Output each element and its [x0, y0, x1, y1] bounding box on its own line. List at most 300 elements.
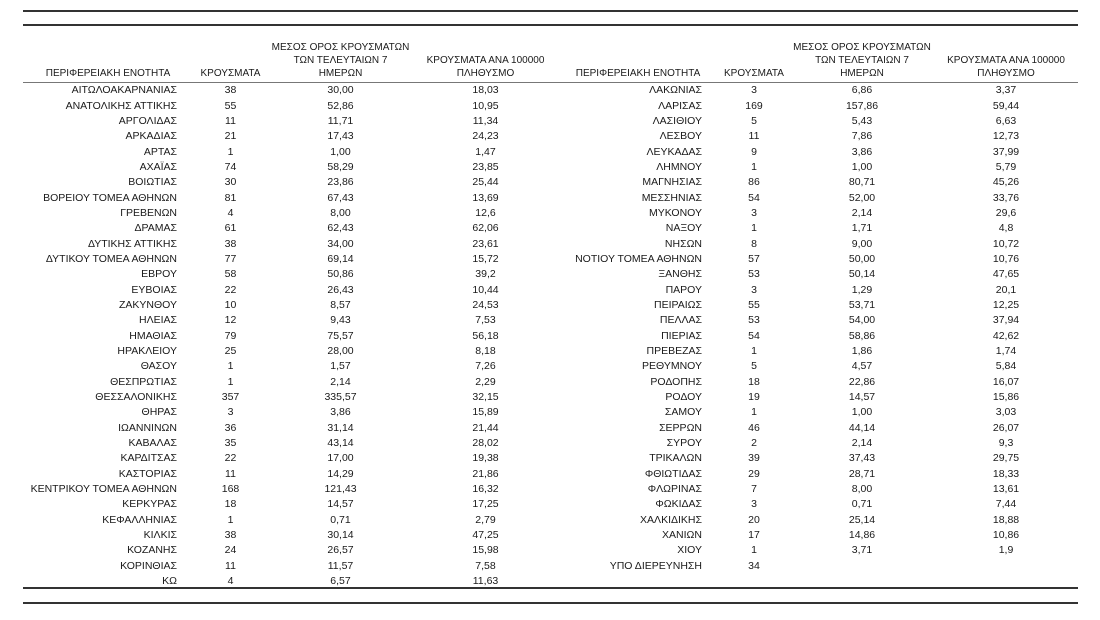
cell-regional-unit: ΗΡΑΚΛΕΙΟΥ — [117, 345, 177, 358]
cell-cases-per-100k: 5,79 — [995, 160, 1017, 173]
cell-cases: 1 — [751, 222, 757, 235]
cell-7day-average: 23,86 — [327, 176, 354, 189]
cell-7day-average: 14,57 — [848, 391, 876, 404]
cell-7day-average: 37,43 — [848, 452, 876, 465]
header-cases: ΚΡΟΥΣΜΑΤΑ — [200, 68, 261, 79]
cell-cases-per-100k: 16,32 — [472, 483, 499, 496]
header-cases: ΚΡΟΥΣΜΑΤΑ — [724, 68, 784, 79]
cell-cases: 12 — [224, 314, 237, 327]
cell-7day-average: 1,86 — [851, 345, 873, 358]
cell-cases-per-100k: 10,76 — [992, 252, 1020, 265]
cell-cases: 18 — [224, 498, 237, 511]
cell-7day-average: 0,71 — [851, 498, 873, 511]
cell-cases-per-100k: 10,95 — [472, 99, 499, 112]
cell-regional-unit: ΑΙΤΩΛΟΑΚΑΡΝΑΝΙΑΣ — [23, 83, 193, 99]
header-regional-unit: ΠΕΡΙΦΕΡΕΙΑΚΗ ΕΝΟΤΗΤΑ — [45, 68, 171, 79]
cell-cases: 1 — [751, 406, 757, 419]
table-row — [23, 236, 558, 251]
table-row — [558, 313, 1078, 328]
cell-cases: 11 — [225, 467, 236, 480]
table-row — [23, 467, 558, 482]
cell-cases-per-100k: 42,62 — [992, 329, 1020, 342]
cell-regional-unit: ΝΟΤΙΟΥ ΤΟΜΕΑ ΑΘΗΝΩΝ — [575, 252, 702, 265]
cell-7day-average: 43,14 — [327, 437, 354, 450]
cell-7day-average: 11,71 — [327, 114, 354, 127]
cell-regional-unit: ΛΕΥΚΑΔΑΣ — [646, 145, 702, 158]
table-row — [23, 221, 558, 236]
table-row — [23, 344, 558, 359]
header-7day-average: ΜΕΣΟΣ ΟΡΟΣ ΚΡΟΥΣΜΑΤΩΝ ΤΩΝ ΤΕΛΕΥΤΑΙΩΝ 7 ΗΜΕΡΩΝ — [271, 42, 410, 79]
cell-7day-average: 62,43 — [327, 222, 354, 235]
cell-regional-unit: ΡΕΘΥΜΝΟΥ — [641, 360, 702, 373]
table-row — [23, 482, 558, 497]
cell-regional-unit: ΚΑΡΔΙΤΣΑΣ — [120, 452, 177, 465]
cell-7day-average: 335,57 — [324, 391, 357, 404]
header-regional-unit: ΠΕΡΙΦΕΡΕΙΑΚΗ ΕΝΟΤΗΤΑ — [575, 68, 701, 79]
cell-7day-average: 0,71 — [330, 513, 351, 526]
cell-cases-per-100k: 37,99 — [992, 145, 1020, 158]
cell-cases: 81 — [224, 191, 237, 204]
table-row — [23, 329, 558, 344]
cell-regional-unit: ΠΙΕΡΙΑΣ — [661, 329, 702, 342]
cell-7day-average: 2,14 — [851, 206, 873, 219]
cell-cases-per-100k: 13,61 — [992, 483, 1020, 496]
cell-cases-per-100k: 21,44 — [472, 421, 499, 434]
cell-cases: 11 — [225, 114, 236, 127]
cell-cases-per-100k: 12,25 — [992, 298, 1020, 311]
cell-cases: 38 — [224, 237, 237, 250]
cell-cases-per-100k: 12,73 — [992, 130, 1020, 143]
cell-cases: 1 — [227, 360, 234, 373]
table-row — [23, 190, 558, 205]
cell-7day-average: 157,86 — [845, 99, 879, 112]
cell-cases: 36 — [224, 421, 237, 434]
cell-cases-per-100k: 26,07 — [992, 421, 1020, 434]
cell-cases-per-100k: 15,89 — [472, 406, 499, 419]
cell-cases: 22 — [224, 452, 237, 465]
table-row — [558, 375, 1078, 390]
cell-regional-unit: ΠΕΙΡΑΙΩΣ — [654, 298, 702, 311]
table-row — [558, 482, 1078, 497]
cell-regional-unit: ΗΜΑΘΙΑΣ — [129, 329, 177, 342]
cell-cases: 1 — [227, 375, 234, 388]
cell-7day-average: 50,86 — [327, 268, 354, 281]
cell-regional-unit: ΦΘΙΩΤΙΔΑΣ — [644, 467, 702, 480]
cell-regional-unit: ΛΑΣΙΘΙΟΥ — [652, 114, 702, 127]
cell-cases: 5 — [751, 360, 757, 373]
cell-cases: 357 — [221, 391, 240, 404]
cell-cases-per-100k: 9,3 — [998, 437, 1014, 450]
cell-cases-per-100k — [934, 559, 1078, 574]
table-header-row — [23, 40, 558, 83]
table-row — [558, 436, 1078, 451]
cell-regional-unit: ΚΕΦΑΛΛΗΝΙΑΣ — [102, 513, 177, 526]
cell-cases: 35 — [224, 437, 237, 450]
cell-cases-per-100k: 59,44 — [992, 99, 1020, 112]
cell-regional-unit: ΜΕΣΣΗΝΙΑΣ — [641, 191, 702, 204]
cell-regional-unit: ΘΗΡΑΣ — [141, 406, 177, 419]
cell-cases-per-100k: 56,18 — [472, 329, 499, 342]
cases-table-right — [558, 40, 1078, 574]
cell-7day-average: 26,43 — [327, 283, 354, 296]
cell-7day-average: 50,14 — [848, 268, 876, 281]
cell-7day-average: 34,00 — [327, 237, 354, 250]
cell-cases-per-100k: 23,85 — [472, 160, 499, 173]
table-row — [23, 298, 558, 313]
table-row — [23, 267, 558, 282]
cell-regional-unit: ΔΥΤΙΚΗΣ ΑΤΤΙΚΗΣ — [87, 237, 177, 250]
cell-cases: 8 — [751, 237, 757, 250]
cell-cases-per-100k: 6,63 — [995, 114, 1017, 127]
header-cases-per-100k: ΚΡΟΥΣΜΑΤΑ ΑΝΑ 100000 ΠΛΗΘΥΣΜΟ — [426, 55, 545, 79]
cell-regional-unit: ΕΒΡΟΥ — [141, 268, 177, 281]
cell-cases: 55 — [748, 298, 760, 311]
cell-7day-average: 67,43 — [327, 191, 354, 204]
table-row — [23, 436, 558, 451]
cell-regional-unit: ΓΡΕΒΕΝΩΝ — [120, 206, 177, 219]
cell-cases-per-100k: 21,86 — [472, 467, 499, 480]
table-row — [558, 467, 1078, 482]
cell-regional-unit: ΥΠΟ ΔΙΕΡΕΥΝΗΣΗ — [609, 559, 702, 572]
cell-7day-average: 75,57 — [327, 329, 354, 342]
cell-cases-per-100k: 2,79 — [475, 513, 496, 526]
cell-7day-average: 30,00 — [268, 83, 413, 99]
cell-7day-average: 6,86 — [790, 83, 934, 99]
table-row — [23, 114, 558, 129]
cell-cases: 53 — [748, 268, 760, 281]
cell-cases-per-100k: 17,25 — [472, 498, 499, 511]
cell-regional-unit: ΞΑΝΘΗΣ — [658, 268, 702, 281]
cell-cases-per-100k: 4,8 — [998, 222, 1014, 235]
cell-cases-per-100k: 11,34 — [472, 114, 499, 127]
cell-7day-average: 28,71 — [848, 467, 876, 480]
cell-cases-per-100k: 3,37 — [934, 83, 1078, 99]
cell-cases: 10 — [224, 298, 237, 311]
cell-cases: 38 — [193, 83, 268, 99]
cell-7day-average: 7,86 — [851, 130, 873, 143]
cell-regional-unit: ΛΑΡΙΣΑΣ — [658, 99, 702, 112]
cell-regional-unit: ΑΝΑΤΟΛΙΚΗΣ ΑΤΤΙΚΗΣ — [65, 99, 177, 112]
table-row — [558, 282, 1078, 297]
table-row — [558, 329, 1078, 344]
cell-cases-per-100k: 13,69 — [472, 191, 499, 204]
cell-regional-unit: ΔΡΑΜΑΣ — [134, 222, 177, 235]
cell-cases: 86 — [748, 176, 760, 189]
cell-regional-unit: ΒΟΙΩΤΙΑΣ — [128, 176, 177, 189]
cell-7day-average: 30,14 — [327, 529, 354, 542]
table-row — [558, 236, 1078, 251]
cell-7day-average: 3,71 — [851, 544, 873, 557]
cell-cases: 1 — [227, 145, 234, 158]
cell-cases: 29 — [748, 467, 760, 480]
cell-cases-per-100k: 37,94 — [992, 314, 1020, 327]
cell-cases-per-100k: 10,72 — [992, 237, 1020, 250]
cell-cases-per-100k: 28,02 — [472, 437, 499, 450]
cell-cases-per-100k: 1,9 — [998, 544, 1014, 557]
table-row — [23, 528, 558, 543]
cell-cases-per-100k: 1,74 — [995, 345, 1017, 358]
cell-cases: 168 — [221, 483, 240, 496]
cell-regional-unit: ΜΑΓΝΗΣΙΑΣ — [642, 176, 702, 189]
cell-regional-unit: ΔΥΤΙΚΟΥ ΤΟΜΕΑ ΑΘΗΝΩΝ — [45, 252, 177, 265]
table-row — [558, 267, 1078, 282]
table-row — [558, 206, 1078, 221]
cell-7day-average: 22,86 — [848, 375, 876, 388]
cell-cases-per-100k: 29,75 — [992, 452, 1020, 465]
cell-7day-average — [790, 559, 934, 574]
table-row — [558, 83, 1078, 99]
cell-7day-average: 17,43 — [327, 130, 354, 143]
cell-regional-unit: ΡΟΔΟΠΗΣ — [650, 375, 702, 388]
cell-cases-per-100k: 10,44 — [472, 283, 499, 296]
cell-7day-average: 69,14 — [327, 252, 354, 265]
cell-regional-unit: ΣΕΡΡΩΝ — [659, 421, 702, 434]
cell-cases: 61 — [224, 222, 237, 235]
cell-regional-unit: ΘΑΣΟΥ — [140, 360, 177, 373]
cell-cases: 58 — [224, 268, 237, 281]
table-row — [558, 497, 1078, 512]
cell-cases: 54 — [748, 329, 760, 342]
cell-cases: 46 — [748, 421, 760, 434]
cell-cases: 18 — [748, 375, 760, 388]
cell-regional-unit: ΣΥΡΟΥ — [666, 437, 702, 450]
cell-regional-unit: ΚΑΣΤΟΡΙΑΣ — [118, 467, 177, 480]
table-row — [558, 528, 1078, 543]
cell-7day-average: 5,43 — [851, 114, 873, 127]
table-row — [558, 344, 1078, 359]
cell-cases: 20 — [748, 513, 760, 526]
cell-cases: 7 — [751, 483, 757, 496]
cell-cases: 24 — [224, 544, 237, 557]
cell-regional-unit: ΚΕΝΤΡΙΚΟΥ ΤΟΜΕΑ ΑΘΗΝΩΝ — [30, 483, 177, 496]
cell-cases-per-100k: 18,03 — [413, 83, 558, 99]
cell-7day-average: 17,00 — [327, 452, 354, 465]
cell-cases-per-100k: 18,88 — [992, 513, 1020, 526]
cell-cases-per-100k: 23,61 — [472, 237, 499, 250]
cell-cases: 34 — [748, 559, 760, 572]
cell-cases: 4 — [227, 206, 234, 219]
cell-cases: 3 — [751, 498, 757, 511]
cell-cases-per-100k: 12,6 — [475, 206, 496, 219]
cell-7day-average: 25,14 — [848, 513, 876, 526]
cell-regional-unit: ΝΗΣΩΝ — [664, 237, 702, 250]
cell-cases: 9 — [751, 145, 757, 158]
cell-cases: 22 — [224, 283, 237, 296]
table-row — [558, 513, 1078, 528]
table-row — [23, 451, 558, 466]
table-row — [558, 98, 1078, 113]
cell-regional-unit: ΕΥΒΟΙΑΣ — [131, 283, 177, 296]
cell-7day-average: 50,00 — [848, 252, 876, 265]
cell-cases: 1 — [751, 544, 757, 557]
table-row — [23, 559, 558, 574]
cell-regional-unit: ΑΡΓΟΛΙΔΑΣ — [118, 114, 177, 127]
table-row — [558, 129, 1078, 144]
cell-7day-average: 3,86 — [330, 406, 351, 419]
cell-cases: 11 — [225, 559, 236, 572]
table-row — [558, 359, 1078, 374]
cell-7day-average: 4,57 — [851, 360, 873, 373]
table-row — [23, 129, 558, 144]
cell-regional-unit: ΚΑΒΑΛΑΣ — [128, 437, 177, 450]
cell-7day-average: 2,14 — [851, 437, 873, 450]
cell-7day-average: 80,71 — [848, 176, 876, 189]
cell-regional-unit: ΧΙΟΥ — [677, 544, 702, 557]
cell-regional-unit: ΝΑΞΟΥ — [665, 222, 702, 235]
table-row — [558, 252, 1078, 267]
header-7day-average: ΜΕΣΟΣ ΟΡΟΣ ΚΡΟΥΣΜΑΤΩΝ ΤΩΝ ΤΕΛΕΥΤΑΙΩΝ 7 ΗΜΕΡΩΝ — [793, 42, 931, 79]
table-row — [558, 144, 1078, 159]
cell-cases: 30 — [224, 176, 237, 189]
cell-regional-unit: ΧΑΝΙΩΝ — [662, 529, 702, 542]
cell-cases-per-100k: 32,15 — [472, 391, 499, 404]
cell-cases: 17 — [748, 529, 760, 542]
cell-regional-unit: ΤΡΙΚΑΛΩΝ — [649, 452, 702, 465]
bottom-rule — [23, 587, 1078, 589]
table-body-left — [23, 83, 558, 590]
footer-rule — [23, 602, 1078, 604]
cell-cases: 77 — [224, 252, 237, 265]
cell-regional-unit: ΚΙΛΚΙΣ — [143, 529, 177, 542]
table-row — [23, 83, 558, 99]
cell-cases-per-100k: 5,84 — [995, 360, 1017, 373]
cell-regional-unit: ΧΑΛΚΙΔΙΚΗΣ — [640, 513, 702, 526]
header-cases-per-100k: ΚΡΟΥΣΜΑΤΑ ΑΝΑ 100000 ΠΛΗΘΥΣΜΟ — [947, 55, 1065, 79]
cell-7day-average: 8,00 — [851, 483, 873, 496]
table-row — [23, 421, 558, 436]
cell-7day-average: 1,00 — [851, 406, 873, 419]
cell-cases: 38 — [224, 529, 237, 542]
cell-regional-unit: ΚΩ — [162, 575, 177, 588]
cell-regional-unit: ΦΩΚΙΔΑΣ — [655, 498, 702, 511]
cell-7day-average: 54,00 — [848, 314, 876, 327]
cell-cases-per-100k: 7,58 — [475, 559, 496, 572]
table-row — [23, 206, 558, 221]
cell-regional-unit: ΚΟΡΙΝΘΙΑΣ — [120, 559, 177, 572]
cell-regional-unit: ΚΕΡΚΥΡΑΣ — [122, 498, 177, 511]
cell-cases-per-100k: 7,26 — [475, 360, 496, 373]
table-row — [558, 160, 1078, 175]
cell-cases: 4 — [227, 575, 234, 588]
cell-cases: 1 — [751, 160, 757, 173]
cell-cases: 11 — [748, 130, 760, 143]
cell-7day-average: 1,29 — [851, 283, 873, 296]
cell-7day-average: 121,43 — [324, 483, 357, 496]
cell-cases: 74 — [224, 160, 237, 173]
table-row — [558, 190, 1078, 205]
table-row — [23, 175, 558, 190]
cell-cases-per-100k: 47,25 — [472, 529, 499, 542]
cell-cases-per-100k: 47,65 — [992, 268, 1020, 281]
cell-cases-per-100k: 7,44 — [995, 498, 1017, 511]
table-row — [558, 221, 1078, 236]
table-row — [23, 513, 558, 528]
cell-cases-per-100k: 29,6 — [995, 206, 1017, 219]
cell-cases: 2 — [751, 437, 757, 450]
cell-cases: 3 — [751, 206, 757, 219]
cell-regional-unit: ΑΧΑΪΑΣ — [139, 160, 177, 173]
cell-cases-per-100k: 19,38 — [472, 452, 499, 465]
cell-cases-per-100k: 15,86 — [992, 391, 1020, 404]
cell-cases-per-100k: 24,23 — [472, 130, 499, 143]
cell-cases-per-100k: 18,33 — [992, 467, 1020, 480]
table-row — [558, 543, 1078, 558]
cell-7day-average: 58,29 — [327, 160, 354, 173]
cell-regional-unit: ΦΛΩΡΙΝΑΣ — [647, 483, 702, 496]
cell-cases-per-100k: 45,26 — [992, 176, 1020, 189]
cell-regional-unit: ΠΕΛΛΑΣ — [659, 314, 702, 327]
cell-cases: 1 — [751, 345, 757, 358]
cell-7day-average: 52,86 — [327, 99, 354, 112]
cell-7day-average: 44,14 — [848, 421, 876, 434]
cell-7day-average: 28,00 — [327, 345, 354, 358]
cases-table-left — [23, 40, 558, 589]
table-row — [558, 405, 1078, 420]
cell-7day-average: 11,57 — [327, 559, 354, 572]
table-row — [23, 98, 558, 113]
cell-7day-average: 1,57 — [330, 360, 351, 373]
cell-cases: 5 — [751, 114, 757, 127]
cell-cases: 39 — [748, 452, 760, 465]
cell-cases: 79 — [224, 329, 237, 342]
cell-7day-average: 8,00 — [330, 206, 351, 219]
cell-cases: 55 — [224, 99, 237, 112]
table-row — [23, 497, 558, 512]
cell-regional-unit: ΘΕΣΣΑΛΟΝΙΚΗΣ — [95, 391, 177, 404]
cell-regional-unit: ΛΕΣΒΟΥ — [659, 130, 702, 143]
cell-cases-per-100k: 2,29 — [475, 375, 496, 388]
cell-7day-average: 26,57 — [327, 544, 354, 557]
table-row — [23, 160, 558, 175]
table-row — [23, 282, 558, 297]
cell-regional-unit: ΖΑΚΥΝΘΟΥ — [118, 298, 177, 311]
cell-cases-per-100k: 33,76 — [992, 191, 1020, 204]
cell-cases: 3 — [751, 283, 757, 296]
cell-regional-unit: ΠΑΡΟΥ — [665, 283, 702, 296]
top-rule — [23, 10, 1078, 12]
cell-7day-average: 8,57 — [330, 298, 351, 311]
table-row — [23, 313, 558, 328]
cell-cases-per-100k: 15,98 — [472, 544, 499, 557]
cell-cases-per-100k: 10,86 — [992, 529, 1020, 542]
cell-7day-average: 58,86 — [848, 329, 876, 342]
table-row — [23, 252, 558, 267]
table-body-right — [558, 83, 1078, 575]
cell-cases-per-100k: 11,63 — [472, 575, 499, 588]
cell-7day-average: 1,71 — [851, 222, 873, 235]
cell-regional-unit: ΒΟΡΕΙΟΥ ΤΟΜΕΑ ΑΘΗΝΩΝ — [43, 191, 177, 204]
cell-7day-average: 3,86 — [851, 145, 873, 158]
table-row — [23, 543, 558, 558]
cell-7day-average: 14,86 — [848, 529, 876, 542]
cell-7day-average: 52,00 — [848, 191, 876, 204]
cell-regional-unit: ΑΡΚΑΔΙΑΣ — [125, 130, 177, 143]
cell-cases-per-100k: 8,18 — [475, 345, 496, 358]
cell-cases-per-100k: 15,72 — [472, 252, 499, 265]
cell-cases-per-100k: 1,47 — [475, 145, 496, 158]
cell-7day-average: 14,29 — [327, 467, 354, 480]
cell-7day-average: 53,71 — [848, 298, 876, 311]
table-row — [558, 175, 1078, 190]
cell-cases: 19 — [748, 391, 760, 404]
cell-regional-unit: ΙΩΑΝΝΙΝΩΝ — [118, 421, 177, 434]
cell-regional-unit: ΡΟΔΟΥ — [665, 391, 702, 404]
cell-cases: 53 — [748, 314, 760, 327]
table-header-row — [558, 40, 1078, 83]
table-row — [558, 559, 1078, 574]
cell-regional-unit: ΛΗΜΝΟΥ — [656, 160, 702, 173]
table-row — [558, 421, 1078, 436]
